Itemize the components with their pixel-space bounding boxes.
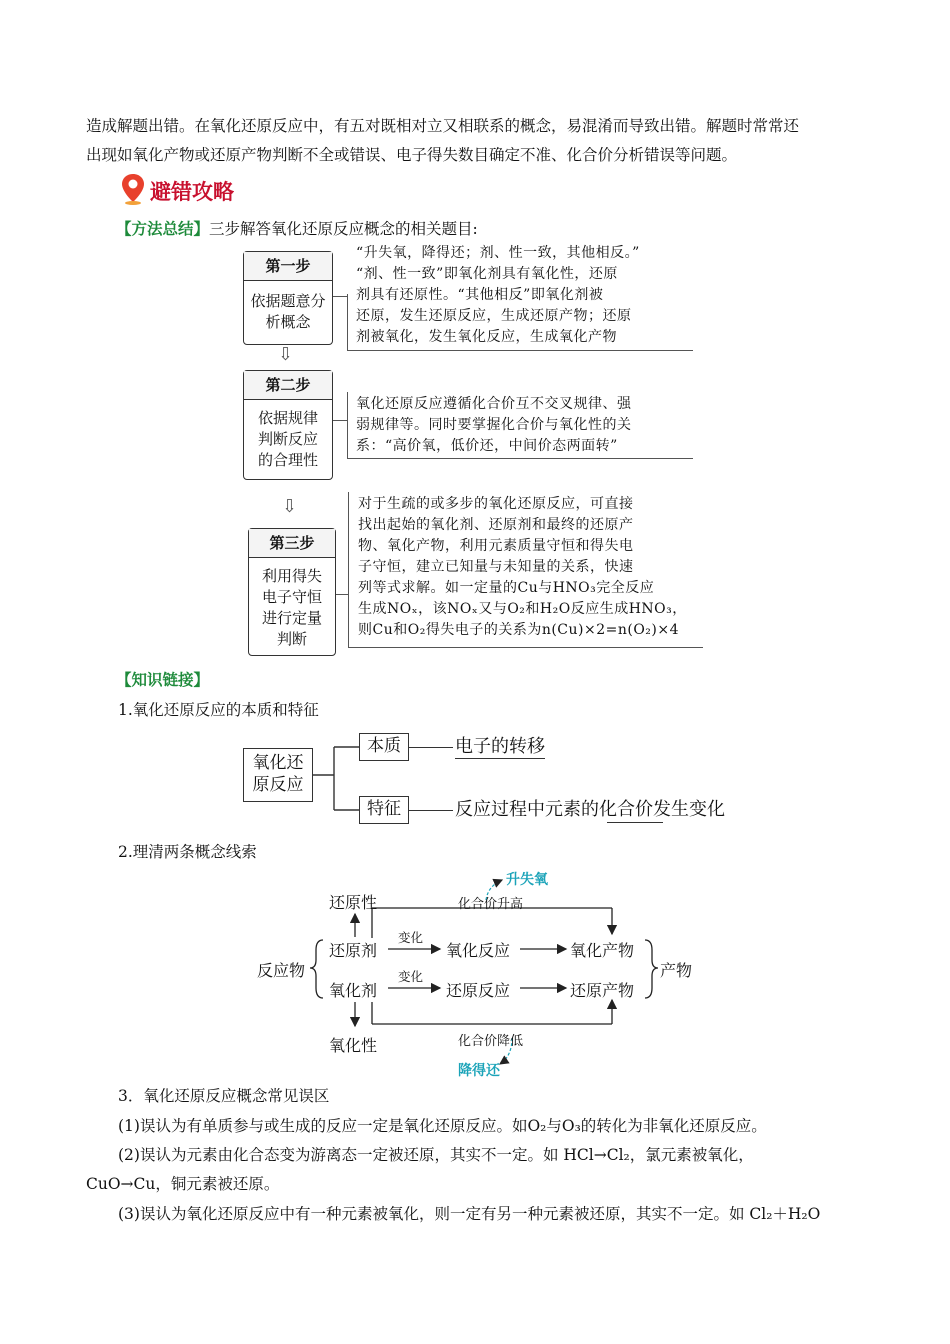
step-2-connector (333, 420, 347, 421)
oxidation-reaction: 氧化反应 (446, 941, 511, 960)
reduction-product: 还原产物 (570, 981, 635, 1000)
change-label-top: 变化 (398, 930, 424, 945)
step-3-desc-line: 对于生疏的或多步的氧化还原反应，可直接 (358, 496, 634, 512)
oxidizing-property: 氧化性 (329, 1036, 378, 1055)
step-1-desc-line: “升失氧，降得还；剂、性一致，其他相反。” (356, 245, 640, 261)
step-3-title: 第三步 (249, 529, 335, 558)
step-1-box (243, 251, 333, 345)
section-title: 避错攻略 (150, 180, 234, 204)
step-3-desc-line: 列等式求解。如一定量的Cu与HNO₃完全反应 (358, 580, 655, 596)
step-2-desc-line: 弱规律等。同时要掌握化合价与氧化性的关 (356, 417, 632, 433)
step-1-desc (356, 243, 701, 348)
step-3-body: 利用得失电子守恒进行定量判断 (261, 567, 322, 648)
feature-label: 特征 (367, 799, 401, 819)
step-1-desc-line: 还原，发生还原反应，生成还原产物；还原 (356, 308, 632, 324)
valence-up: 化合价升高 (458, 897, 524, 912)
misconception-3: (3)误认为氧化还原反应中有一种元素被氧化，则一定有另一种元素被还原，其实不一定。如 Cl₂＋H₂O (118, 1205, 821, 1223)
step-3-desc-line: 生成NOₓ，该NOₓ又与O₂和H₂O反应生成HNO₃， (358, 601, 687, 617)
root-label: 氧化还原反应 (252, 753, 304, 795)
misconception-2a: (2)误认为元素由化合态变为游离态一定被还原，其实不一定。如 HCl→Cl₂，氯元素被氧化， (118, 1146, 754, 1164)
method-tag: 【方法总结】 (116, 220, 210, 238)
down-arrow-icon: ⇩ (278, 344, 294, 365)
reducing-property: 还原性 (329, 893, 378, 912)
step-3-desc-line: 找出起始的氧化剂、还原剂和最终的还原产 (358, 517, 634, 533)
misconception-1: (1)误认为有单质参与或生成的反应一定是氧化还原反应。如O₂与O₃的转化为非氧化还原反应。 (118, 1117, 767, 1135)
intro-line-1: 造成解题出错。在氧化还原反应中，有五对既相对立又相联系的概念，易混淆而导致出错。解题时常常还 (86, 117, 800, 135)
step-3-desc (358, 494, 703, 641)
essence-label: 本质 (367, 736, 401, 756)
product-label: 产物 (660, 961, 693, 980)
oxidation-product: 氧化产物 (570, 941, 635, 960)
step-2-box (243, 370, 333, 480)
knowledge-tag: 【知识链接】 (116, 671, 210, 689)
step-2-desc-line: 氧化还原反应遵循化合价互不交叉规律、强 (356, 396, 632, 412)
step-3-desc-line: 子守恒，建立已知量与未知量的关系，快速 (358, 559, 634, 575)
oxidizer-label: 氧化剂 (329, 981, 378, 1000)
step-2-body: 依据规律判断反应的合理性 (257, 409, 318, 469)
step-3-box (248, 528, 336, 656)
step-3-desc-line: 则Cu和O₂得失电子的关系为n(Cu)×2=n(O₂)×4 (358, 622, 680, 638)
feature-value: 反应过程中元素的化合价发生变化 (455, 799, 725, 820)
step-1-title: 第一步 (244, 252, 332, 281)
feature-underline (607, 822, 663, 823)
step-3-desc-line: 物、氧化产物，利用元素质量守恒和得失电 (358, 538, 634, 554)
knowledge-item-2: 2.理清两条概念线索 (118, 843, 257, 861)
step-2-desc-line: 系：“高价氧，低价还，中间价态两面转” (356, 438, 618, 454)
down-note: 降得还 (458, 1063, 500, 1079)
down-arrow-icon: ⇩ (282, 496, 298, 517)
reactant-label: 反应物 (257, 961, 306, 980)
reduction-reaction: 还原反应 (446, 981, 511, 1000)
tree-connector (312, 735, 362, 825)
method-line (116, 217, 478, 239)
knowledge-item-1: 1.氧化还原反应的本质和特征 (118, 701, 319, 719)
change-label-bottom: 变化 (398, 969, 424, 984)
location-pin-icon (118, 172, 148, 206)
method-text: 三步解答氧化还原反应概念的相关题目: (209, 220, 478, 238)
misconception-2b: CuO→Cu，铜元素被还原。 (86, 1175, 280, 1193)
feature-line (409, 810, 453, 811)
reducer-label: 还原剂 (329, 941, 378, 960)
essence-line (409, 747, 453, 748)
step-1-desc-line: “剂、性一致”即氧化剂具有氧化性，还原 (356, 266, 618, 282)
step-1-desc-line: 剂具有还原性。“其他相反”即氧化剂被 (356, 287, 604, 303)
root-box (243, 748, 313, 802)
intro-line-2: 出现如氧化产物或还原产物判断不全或错误、电子得失数目确定不准、化合价分析错误等问题。 (86, 146, 738, 164)
valence-down: 化合价降低 (458, 1034, 524, 1049)
step-1-connector (333, 296, 347, 297)
feature-box (359, 796, 409, 824)
step-3-connector (336, 594, 348, 595)
step-1-body: 依据题意分析概念 (250, 292, 326, 331)
step-2-title: 第二步 (244, 371, 332, 400)
step-1-desc-line: 剂被氧化，发生氧化反应，生成氧化产物 (356, 329, 617, 345)
up-note: 升失氧 (506, 872, 548, 888)
step-2-desc (356, 394, 701, 457)
essence-box (359, 733, 409, 761)
essence-value: 电子的转移 (455, 736, 545, 757)
knowledge-item-3: 3．氧化还原反应概念常见误区 (118, 1087, 330, 1105)
